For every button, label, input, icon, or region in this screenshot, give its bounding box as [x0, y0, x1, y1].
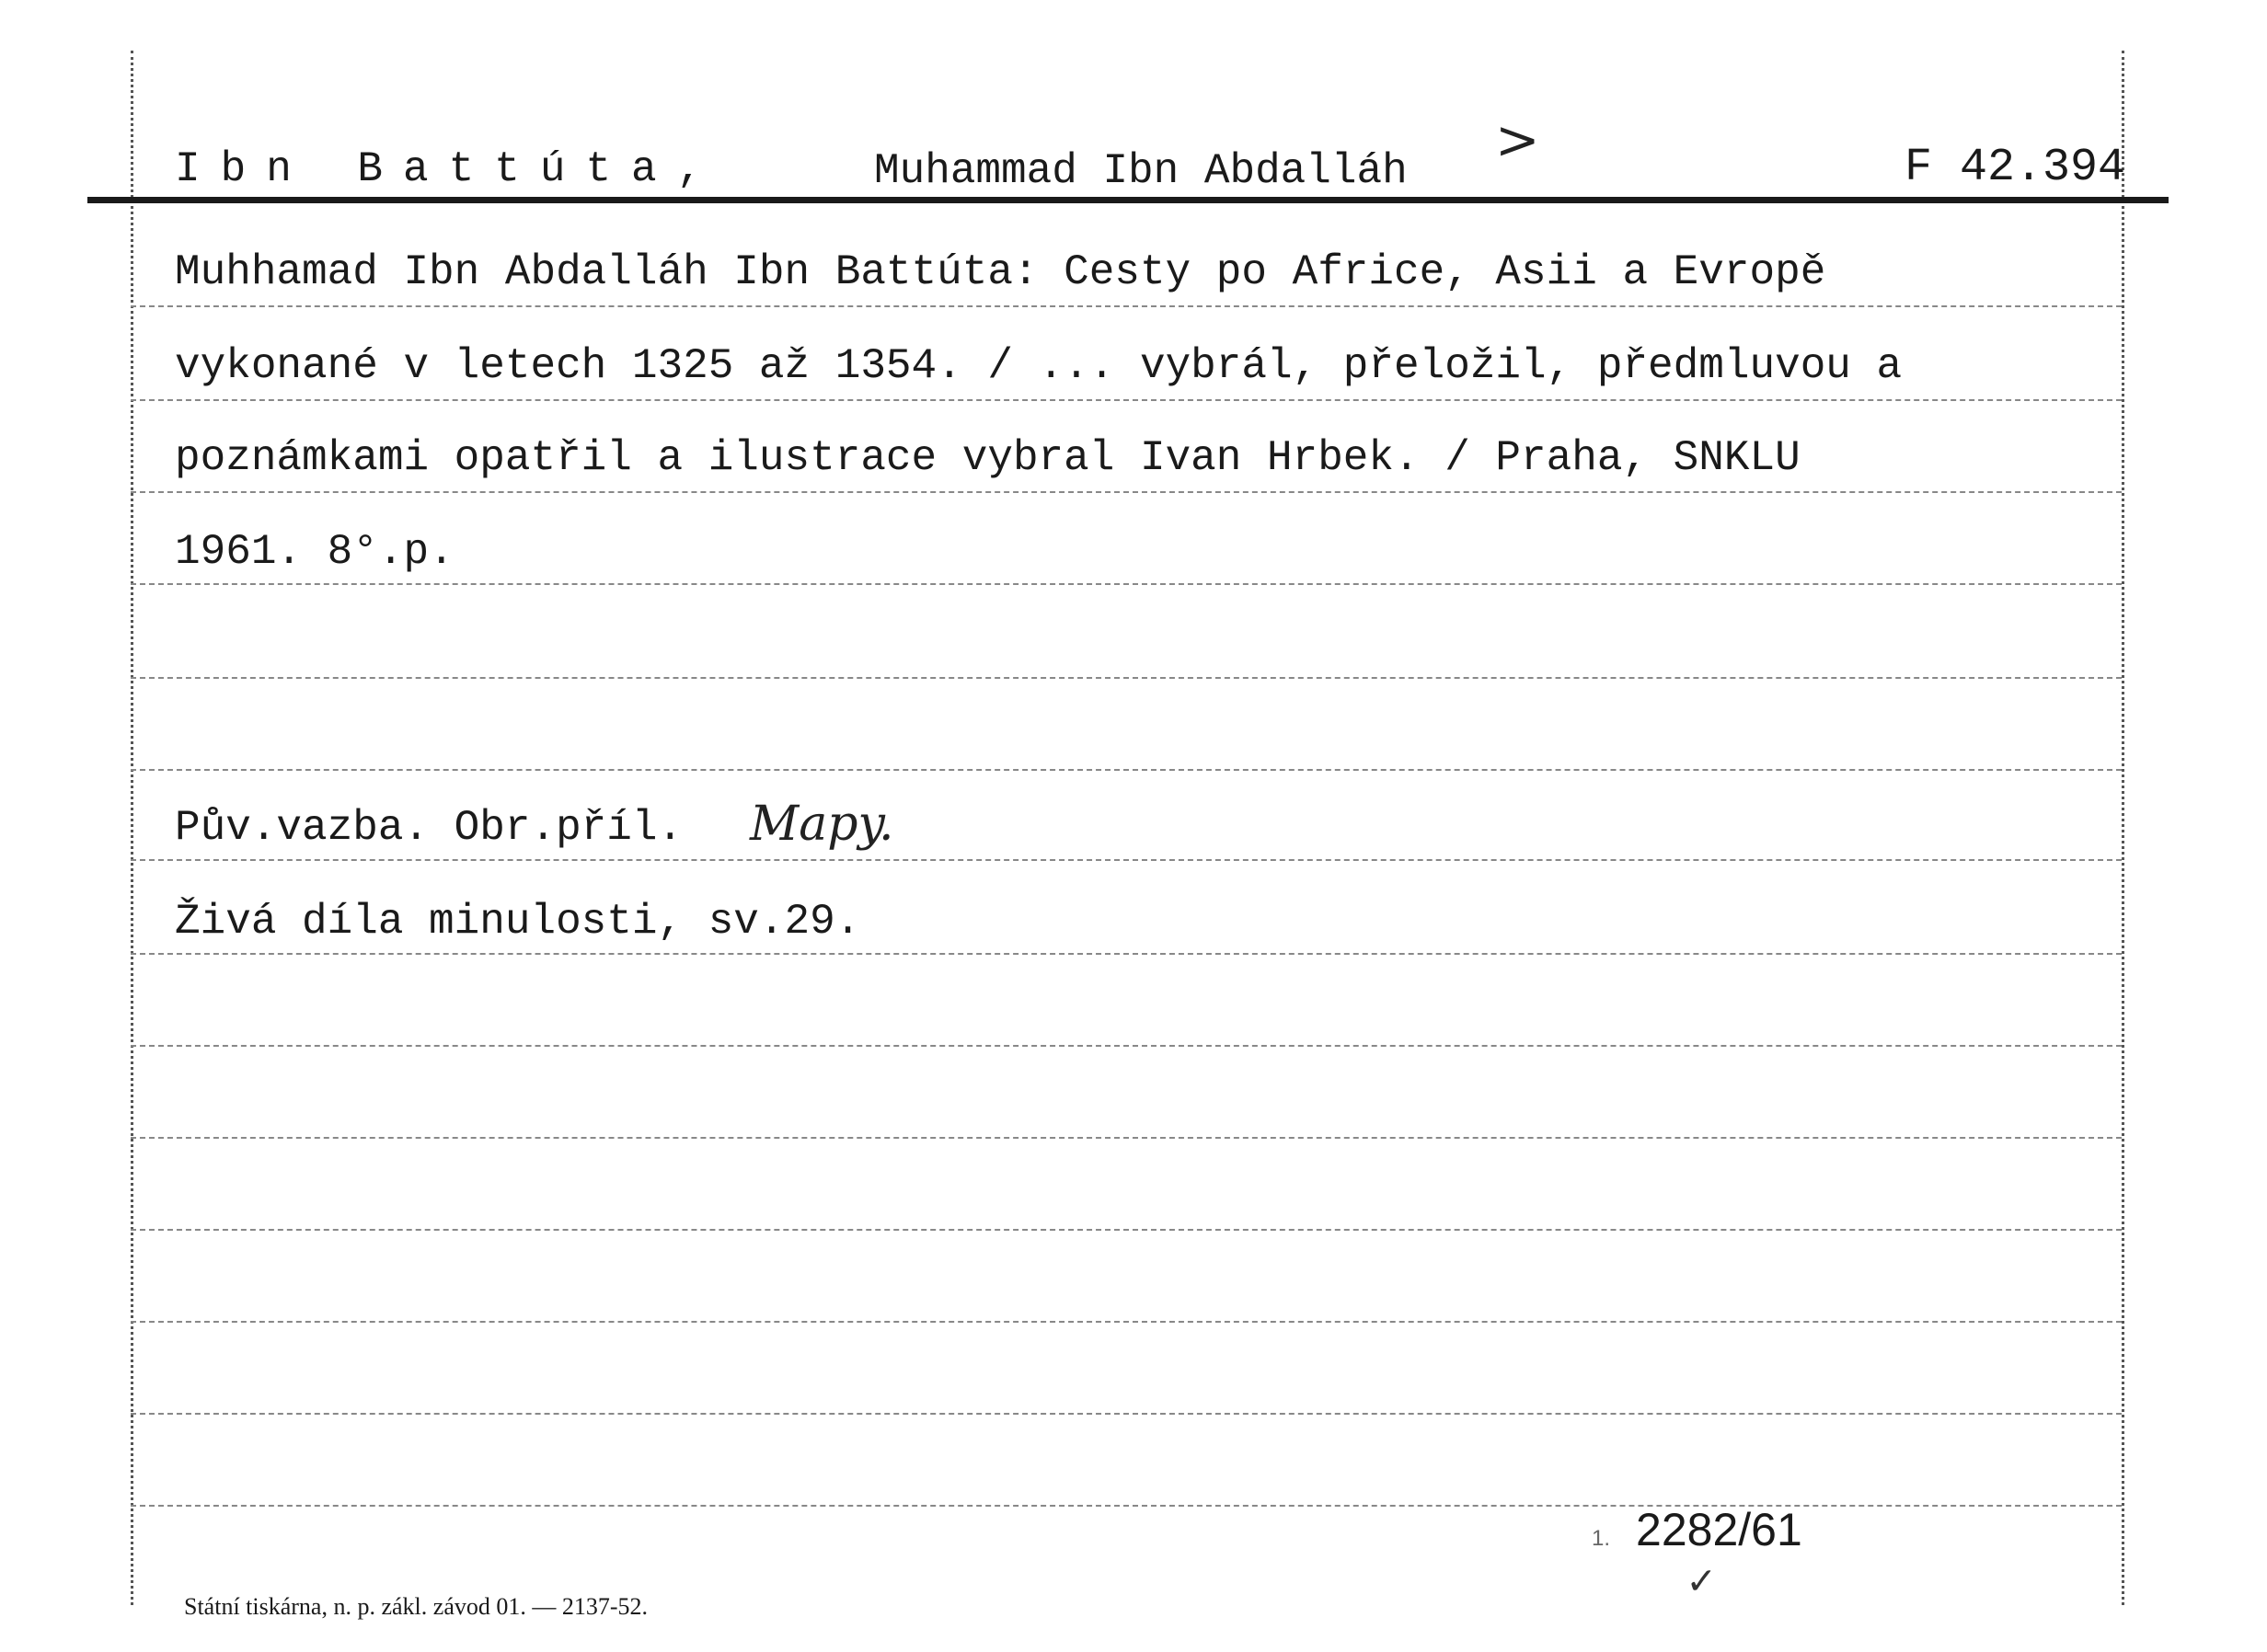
accession-number: [1592, 1503, 1802, 1556]
ruled-line: [131, 399, 2122, 401]
left-margin-line: [131, 51, 133, 1605]
right-margin-line: [2122, 51, 2124, 1605]
ruled-line: [131, 677, 2122, 679]
ruled-line: [131, 1413, 2122, 1415]
ruled-line: [131, 305, 2122, 307]
ruled-line: [131, 953, 2122, 955]
printer-imprint: Státní tiskárna, n. p. zákl. závod 01. — 2137-52.: [184, 1593, 649, 1620]
ruled-line: [131, 1229, 2122, 1231]
call-number: F 42.394: [1905, 142, 2126, 194]
series-note: Živá díla minulosti, sv.29.: [175, 898, 861, 946]
accession-value: 2282/61: [1636, 1504, 1802, 1555]
description-line-1: Muhhamad Ibn Abdalláh Ibn Battúta: Cesty po Africe, Asii a Evropě: [175, 248, 1826, 296]
description-line-3: poznámkami opatřil a ilustrace vybral Ivan Hrbek. / Praha, SNKLU: [175, 434, 1801, 482]
description-line-2: vykonané v letech 1325 až 1354. / ... vybrál, přeložil, předmluvou a: [175, 342, 1903, 390]
ruled-line: [131, 1321, 2122, 1323]
ruled-line: [131, 1045, 2122, 1047]
ruled-line: [131, 491, 2122, 493]
handwritten-note: Mapy.: [750, 797, 894, 852]
author-subheading: Muhammad Ibn Abdalláh: [874, 147, 1408, 195]
handwritten-bracket: >: [1495, 109, 1540, 171]
ruled-line: [131, 1505, 2122, 1507]
binding-note: Pův.vazba. Obr.příl.: [175, 804, 684, 852]
ruled-line: [131, 583, 2122, 585]
ruled-line: [131, 1137, 2122, 1139]
description-line-4: 1961. 8°.p.: [175, 528, 455, 576]
author-heading: Ibn Battúta,: [175, 145, 723, 193]
heading-rule: [87, 197, 2169, 203]
ruled-line: [131, 859, 2122, 861]
accession-prefix: 1.: [1592, 1526, 1611, 1551]
check-mark: ✓: [1688, 1559, 1714, 1607]
ruled-line: [131, 769, 2122, 771]
